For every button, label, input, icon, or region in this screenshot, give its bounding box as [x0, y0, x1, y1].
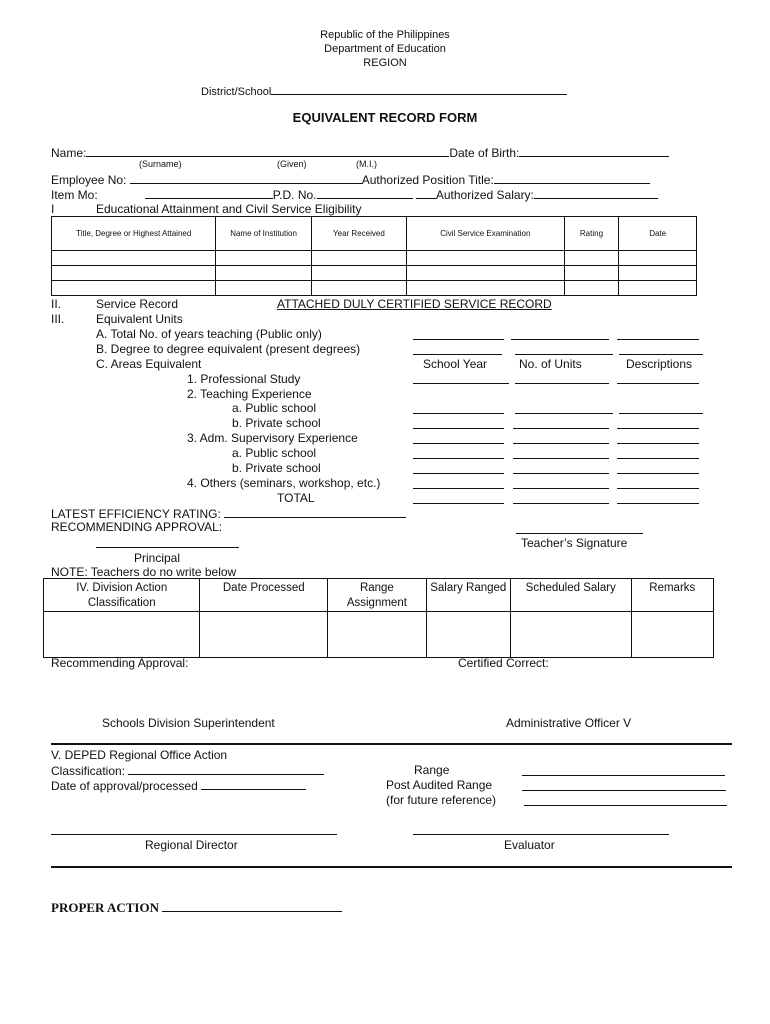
blank-field[interactable] [617, 339, 699, 340]
col-year-received: Year Received [311, 217, 406, 251]
latest-rating-field[interactable] [224, 506, 406, 518]
blank-field[interactable] [413, 354, 502, 355]
date-approval-field[interactable] [201, 778, 306, 790]
position-label: Authorized Position Title: [361, 173, 494, 187]
blank-field[interactable] [413, 443, 504, 444]
dob-label: Date of Birth: [449, 146, 520, 160]
post-audited-field[interactable] [522, 790, 726, 791]
blank-field[interactable] [515, 383, 609, 384]
name-row [51, 145, 669, 160]
item-b-label: B. Degree to degree equivalent (present degrees) [96, 342, 361, 356]
district-field[interactable] [271, 83, 567, 95]
given-caption: (Given) [277, 159, 307, 169]
blank-field[interactable] [513, 443, 609, 444]
proper-action-row [51, 899, 342, 916]
blank-field[interactable] [617, 473, 699, 474]
proper-action-field[interactable] [162, 899, 342, 912]
employee-row [51, 172, 650, 187]
evaluator-label: Evaluator [504, 838, 555, 852]
employee-no-field[interactable] [130, 172, 362, 184]
item-row [51, 187, 658, 202]
principal-signature-line[interactable] [96, 547, 239, 548]
teacher-signature-line[interactable] [516, 533, 643, 534]
item-no-label: Item Mo: [51, 188, 98, 202]
section3-num: III. [51, 312, 65, 326]
col-title-degree: Title, Degree or Highest Attained [52, 217, 216, 251]
range-label: Range [414, 763, 450, 777]
section-divider [51, 866, 732, 868]
blank-field[interactable] [413, 428, 504, 429]
blank-field[interactable] [511, 339, 609, 340]
total-label: TOTAL [277, 491, 315, 505]
blank-field[interactable] [413, 339, 504, 340]
pd-no-extra-field[interactable] [416, 187, 436, 199]
admin-officer-label: Administrative Officer V [506, 716, 632, 730]
education-table [51, 216, 697, 296]
blank-field[interactable] [413, 503, 504, 504]
section3-label: Equivalent Units [96, 312, 183, 326]
name-field[interactable] [86, 145, 449, 157]
proper-action-label: PROPER ACTION [51, 900, 159, 915]
col-salary-ranged: Salary Ranged [426, 579, 510, 612]
pd-no-field[interactable] [317, 187, 413, 199]
regional-title: V. DEPED Regional Office Action [51, 748, 228, 762]
blank-field[interactable] [617, 443, 699, 444]
item-2a-label: a. Public school [232, 401, 317, 415]
table-row [52, 281, 697, 296]
blank-field[interactable] [617, 458, 699, 459]
section2-label: Service Record [96, 297, 179, 311]
item-no-field[interactable] [145, 187, 273, 199]
pd-no-label: P.D. No. [272, 188, 317, 202]
table-row [52, 251, 697, 266]
classification-field[interactable] [128, 763, 324, 775]
blank-field[interactable] [513, 458, 609, 459]
classification-row [51, 763, 324, 778]
salary-field[interactable] [534, 187, 658, 199]
col-civil-service: Civil Service Examination [407, 217, 565, 251]
date-approval-label: Date of approval/processed [51, 779, 198, 793]
item-4-label: 4. Others (seminars, workshop, etc.) [187, 476, 381, 490]
section-divider [51, 743, 732, 745]
director-signature-line[interactable] [51, 834, 337, 835]
col-date: Date [619, 217, 697, 251]
blank-field[interactable] [413, 458, 504, 459]
region-text: REGION [363, 57, 407, 69]
col-division-classification: IV. Division Action Classification [44, 579, 200, 612]
col-descriptions: Descriptions [626, 357, 693, 371]
item-c-label: C. Areas Equivalent [96, 357, 202, 371]
section1-num: I [51, 202, 55, 216]
teacher-signature-label: Teacher’s Signature [521, 536, 628, 550]
name-label: Name: [51, 146, 87, 160]
col-institution: Name of Institution [216, 217, 312, 251]
item-2b-label: b. Private school [232, 416, 321, 430]
latest-rating-label: LATEST EFFICIENCY RATING: [51, 507, 221, 521]
item-3a-label: a. Public school [232, 446, 317, 460]
classification-label: Classification: [51, 764, 126, 778]
col-school-year: School Year [423, 357, 488, 371]
item-1-label: 1. Professional Study [187, 372, 301, 386]
blank-field[interactable] [515, 354, 613, 355]
item-3-label: 3. Adm. Supervisory Experience [187, 431, 358, 445]
blank-field[interactable] [413, 488, 504, 489]
note-text: NOTE: Teachers do no write below [51, 565, 237, 579]
blank-field[interactable] [515, 413, 613, 414]
department-text: Department of Education [324, 43, 446, 55]
col-date-processed: Date Processed [200, 579, 328, 612]
blank-field[interactable] [617, 428, 699, 429]
district-row [201, 83, 567, 98]
blank-field[interactable] [413, 383, 509, 384]
district-label: District/School [201, 86, 272, 98]
col-no-units: No. of Units [519, 357, 582, 371]
division-recommending-label: Recommending Approval: [51, 656, 189, 670]
principal-label: Principal [134, 551, 181, 565]
blank-field[interactable] [513, 428, 609, 429]
division-certified-label: Certified Correct: [458, 656, 549, 670]
blank-field[interactable] [413, 413, 504, 414]
republic-text: Republic of the Philippines [320, 29, 450, 41]
recommending-label: RECOMMENDING APPROVAL: [51, 520, 223, 534]
blank-field[interactable] [619, 413, 703, 414]
col-rating: Rating [564, 217, 619, 251]
superintendent-label: Schools Division Superintendent [102, 716, 275, 730]
position-field[interactable] [494, 172, 650, 184]
blank-field[interactable] [619, 354, 703, 355]
director-label: Regional Director [145, 838, 238, 852]
dob-field[interactable] [519, 145, 669, 157]
evaluator-signature-line[interactable] [413, 834, 669, 835]
table-row [52, 266, 697, 281]
blank-field[interactable] [513, 473, 609, 474]
latest-rating-row [51, 506, 406, 521]
division-action-table [43, 578, 714, 658]
blank-field[interactable] [617, 383, 699, 384]
table-row [44, 612, 714, 658]
blank-field[interactable] [413, 473, 504, 474]
item-2-label: 2. Teaching Experience [187, 387, 312, 401]
blank-field[interactable] [513, 503, 609, 504]
mi-caption: (M.I.) [356, 159, 377, 169]
section2-num: II. [51, 297, 62, 311]
range-field[interactable] [522, 775, 725, 776]
form-title: EQUIVALENT RECORD FORM [292, 110, 478, 125]
section1-title: Educational Attainment and Civil Service Eligibility [96, 202, 362, 216]
blank-field[interactable] [617, 503, 699, 504]
blank-field[interactable] [617, 488, 699, 489]
item-3b-label: b. Private school [232, 461, 321, 475]
col-scheduled-salary: Scheduled Salary [510, 579, 631, 612]
future-ref-label: (for future reference) [386, 793, 497, 807]
header [0, 28, 770, 70]
future-ref-field[interactable] [524, 805, 727, 806]
item-a-label: A. Total No. of years teaching (Public only) [96, 327, 322, 341]
post-audited-label: Post Audited Range [386, 778, 493, 792]
col-remarks: Remarks [631, 579, 713, 612]
section2-note: ATTACHED DULY CERTIFIED SERVICE RECORD [277, 297, 552, 311]
col-range-assignment: Range Assignment [328, 579, 427, 612]
surname-caption: (Surname) [139, 159, 182, 169]
employee-no-label: Employee No: [51, 173, 127, 187]
blank-field[interactable] [513, 488, 609, 489]
date-approval-row [51, 778, 306, 793]
salary-label: Authorized Salary: [435, 188, 534, 202]
